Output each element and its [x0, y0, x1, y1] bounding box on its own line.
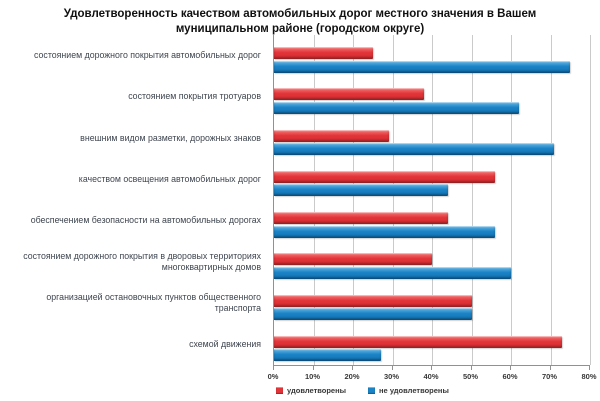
tick-mark — [589, 366, 590, 370]
bar-not-satisfied — [274, 184, 448, 196]
tick-label: 50% — [462, 372, 479, 381]
legend-item — [276, 386, 346, 395]
bar-not-satisfied — [274, 308, 472, 320]
tick-label: 40% — [423, 372, 439, 381]
category-label: состоянием покрытия тротуаров — [128, 91, 261, 102]
gridline — [590, 35, 591, 365]
tick-label: 0% — [267, 372, 279, 381]
bar-satisfied — [274, 336, 562, 348]
tick-mark — [273, 366, 274, 370]
bar-satisfied — [274, 88, 424, 100]
legend-item — [368, 386, 449, 395]
category-label: внешним видом разметки, дорожных знаков — [80, 132, 261, 143]
plot-area — [273, 35, 590, 366]
bar-satisfied — [274, 295, 472, 307]
bar-group — [274, 76, 590, 117]
bar-group — [274, 35, 590, 76]
tick-mark — [392, 366, 393, 370]
tick-label: 80% — [581, 372, 597, 381]
category-axis — [2, 35, 266, 365]
bar-group — [274, 118, 590, 159]
legend-swatch — [276, 387, 283, 394]
bar-satisfied — [274, 47, 373, 59]
tick-label: 30% — [383, 372, 400, 381]
legend-swatch — [368, 387, 375, 394]
bar-group — [274, 241, 590, 282]
tick-label: 10% — [304, 372, 321, 381]
legend — [276, 386, 449, 395]
bar-group — [274, 283, 590, 324]
bar-satisfied — [274, 130, 389, 142]
bar-group — [274, 159, 590, 200]
bar-not-satisfied — [274, 349, 381, 361]
bar-group — [274, 324, 590, 365]
bar-satisfied — [274, 212, 448, 224]
category-label: организацией остановочных пунктов общественного транспорта — [46, 292, 261, 314]
bar-satisfied — [274, 171, 495, 183]
legend-label: не удовлетворены — [379, 386, 449, 395]
chart-title: Удовлетворенность качеством автомобильных дорог местного значения в Вашем муниципальном районе (городском округе) — [63, 8, 537, 36]
category-label: состоянием дорожного покрытия в дворовых территориях многоквартирных домов — [23, 250, 261, 272]
tick-mark — [313, 366, 314, 370]
tick-mark — [352, 366, 353, 370]
bar-not-satisfied — [274, 61, 570, 73]
category-label: качеством освещения автомобильных дорог — [78, 173, 261, 184]
tick-mark — [550, 366, 551, 370]
tick-mark — [431, 366, 432, 370]
tick-label: 70% — [541, 372, 558, 381]
tick-label: 60% — [502, 372, 518, 381]
category-label: состоянием дорожного покрытия автомобильных дорог — [34, 50, 261, 61]
bar-satisfied — [274, 253, 432, 265]
legend-label: удовлетворены — [287, 386, 347, 395]
tick-mark — [471, 366, 472, 370]
category-label: обеспечением безопасности на автомобильных дорогах — [30, 215, 261, 226]
bar-group — [274, 200, 590, 241]
tick-label: 20% — [344, 372, 360, 381]
bar-not-satisfied — [274, 267, 511, 279]
bar-not-satisfied — [274, 226, 495, 238]
tick-mark — [510, 366, 511, 370]
bar-not-satisfied — [274, 102, 519, 114]
bar-not-satisfied — [274, 143, 554, 155]
category-label: схемой движения — [189, 338, 261, 349]
